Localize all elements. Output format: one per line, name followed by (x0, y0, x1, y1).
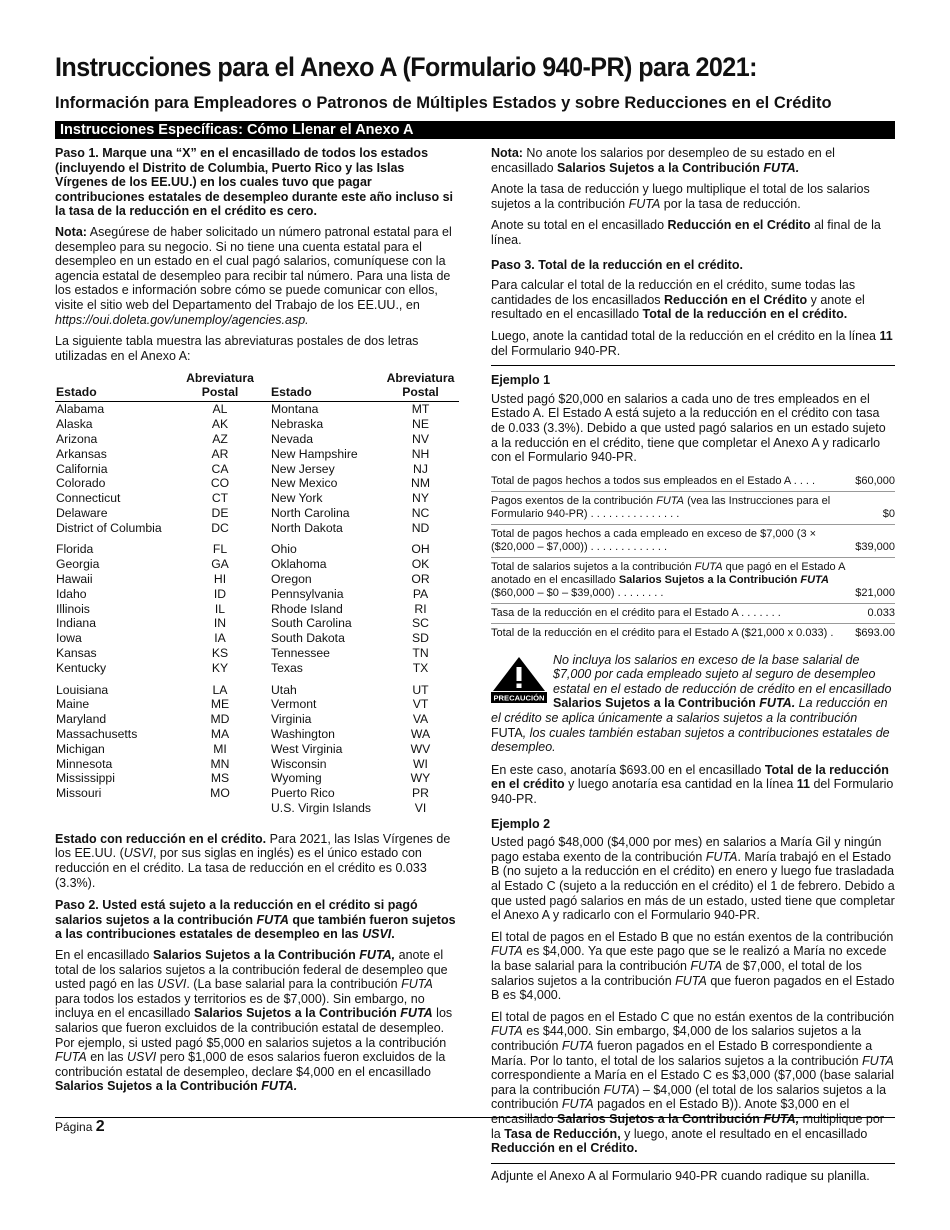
col-header-abreviatura: Abreviatura Postal (169, 371, 270, 402)
state-abbreviation: KY (211, 660, 229, 675)
state-abbreviation: IA (214, 631, 226, 646)
table-row (55, 676, 459, 698)
state-name: New York (271, 491, 323, 506)
state-name: Nebraska (271, 417, 324, 432)
state-name: Ohio (271, 542, 297, 557)
calc-row: Total de pagos hechos a cada empleado en exceso de $7,000 (3 × ($20,000 – $7,000)) . . . . . . . . . . . . . $39,000 (491, 525, 895, 558)
state-name: Maine (56, 697, 90, 712)
state-name: New Hampshire (271, 446, 358, 461)
state-name: South Dakota (271, 631, 345, 646)
state-name: Alaska (56, 417, 93, 432)
state-abbreviation: TN (412, 646, 429, 661)
table-row (55, 476, 459, 491)
table-row (55, 771, 459, 786)
state-abbreviation: NJ (413, 461, 428, 476)
state-name: District of Columbia (56, 520, 162, 535)
table-row (55, 521, 459, 536)
state-name: Colorado (56, 476, 106, 491)
state-abbreviation: WV (410, 741, 431, 756)
table-row (55, 417, 459, 432)
state-abbreviation: PR (412, 786, 429, 801)
state-name: Idaho (56, 586, 87, 601)
state-name: Indiana (56, 616, 96, 631)
state-abbreviation: IL (214, 601, 226, 616)
state-abbreviation: AR (211, 446, 229, 461)
state-name: Wisconsin (271, 756, 327, 771)
state-abbreviation: HI (213, 572, 227, 587)
state-abbreviation: NE (412, 417, 429, 432)
state-abbreviation: RI (414, 601, 427, 616)
state-name: West Virginia (271, 741, 343, 756)
state-name: Texas (271, 660, 303, 675)
calc-row: Tasa de la reducción en el crédito para el Estado A . . . . . . . 0.033 (491, 604, 895, 624)
state-name: Kentucky (56, 660, 107, 675)
col-header-estado: Estado (270, 371, 381, 402)
table-row (55, 742, 459, 757)
paso2-body: En el encasillado Salarios Sujetos a la Contribución FUTA, anote el total de los salarios sujetos a la contribución federal de desempleo que usted pagó en las USVI. (La base salarial para la contribución FUTA para todos los estados y territorios es de $7,000). Sin embargo, no incluya en el encasillado Salarios Sujetos a la Contribución FUTA los salarios que fueron excluidos de la contribución estatal de desempleo. Por ejemplo, si usted pagó $5,000 en salarios sujetos a la contribución FUTA en las USVI pero $1,000 de esos salarios fueron excluidos de la contribución estatal de desempleo, declare $4,000 en el encasillado Salarios Sujetos a la Contribución FUTA. (55, 947, 453, 1094)
state-name: Massachusetts (56, 727, 138, 742)
state-abbreviation: OK (411, 557, 430, 572)
right-column (491, 146, 895, 1190)
state-abbreviation: PA (412, 586, 429, 601)
ejemplo2-p1: Usted pagó $48,000 ($4,000 por mes) en salarios a María Gil y ningún pago estaba exento de la contribución FUTA. María trabajó en el Estado B (no sujeto a la reducción en el crédito) en enero y luego fue trasladada al Estado C (sujeto a la reducción en el crédito) el 1 de febrero. Debido a que usted pagó salarios en más de un estado, usted tiene que completar el Anexo A y radicarlo con el Formulario 940-PR. (491, 835, 895, 923)
state-name (55, 801, 169, 816)
state-abbreviation: UT (412, 682, 429, 697)
state-name: South Carolina (271, 616, 352, 631)
nota-right: Nota: No anote los salarios por desempleo de su estado en el encasillado Salarios Sujetos a la Contribución FUTA. (491, 146, 835, 175)
state-abbreviation: VT (412, 697, 429, 712)
ejemplo1-title: Ejemplo 1 (491, 373, 551, 388)
caution-note: PRECAUCIÓN No incluya los salarios en exceso de la base salarial de $7,000 por cada empleado sujeto al seguro de desempleo estatal en el estado de reducción de crédito en el encasillado Salarios Sujetos a la Contribución FUTA. La reducción en el crédito se aplica únicamente a salarios sujetos a la contribución FUTA, los cuales también estaban sujetos a contribuciones estatales de desempleo. (491, 652, 892, 755)
state-abbreviation: MT (411, 402, 430, 417)
estado-reduccion-paragraph: Estado con reducción en el crédito. Para 2021, las Islas Vírgenes de los EE.UU. (USVI, por sus siglas en inglés) es el único estado con reducción en el crédito. La tasa de reducción en el crédito es 0.033 (3.3%). (55, 831, 451, 890)
caution-icon (491, 655, 547, 703)
state-abbreviation: SD (412, 631, 429, 646)
state-abbreviation: TX (412, 660, 429, 675)
state-name: Tennessee (271, 646, 330, 661)
state-name: Arkansas (56, 446, 107, 461)
state-abbreviation: CO (210, 476, 230, 491)
state-name: Minnesota (56, 756, 113, 771)
table-row (55, 462, 459, 477)
state-name: Michigan (56, 741, 105, 756)
tasa-paragraph: Anote la tasa de reducción y luego multiplique el total de los salarios sujetos a la contribución FUTA por la tasa de reducción. (491, 182, 870, 211)
state-abbreviation: FL (212, 542, 228, 557)
state-abbreviation: VA (412, 712, 429, 727)
page-subtitle: Información para Empleadores o Patronos de Múltiples Estados y sobre Reducciones en el Crédito (55, 94, 832, 112)
state-name: Vermont (271, 697, 317, 712)
state-abbreviation-table (55, 371, 459, 816)
state-name: Oklahoma (271, 557, 327, 572)
table-row (55, 557, 459, 572)
state-abbreviation: NY (412, 491, 429, 506)
state-name: Maryland (56, 712, 107, 727)
state-abbreviation (169, 801, 270, 816)
col-header-estado: Estado (55, 371, 169, 402)
state-name: Mississippi (56, 771, 115, 786)
table-row (55, 661, 459, 676)
state-name: Nevada (271, 431, 314, 446)
state-table-body (55, 402, 459, 816)
table-row (55, 631, 459, 646)
state-abbreviation: CT (211, 491, 229, 506)
precaucion-label: PRECAUCIÓN (493, 693, 545, 703)
table-row (55, 447, 459, 462)
state-name: Oregon (271, 572, 312, 587)
state-name: Illinois (56, 601, 90, 616)
state-abbreviation: ND (411, 520, 430, 535)
state-abbreviation: AZ (212, 431, 228, 446)
state-name: Kansas (56, 646, 97, 661)
state-abbreviation: MS (210, 771, 230, 786)
caso-paragraph: En este caso, anotaría $693.00 en el encasillado Total de la reducción en el crédito y luego anotaría esa cantidad en la línea 11 del Formulario 940-PR. (491, 762, 894, 807)
state-abbreviation: MO (210, 786, 230, 801)
state-name: Arizona (56, 431, 98, 446)
state-name: Florida (56, 542, 94, 557)
state-abbreviation: KS (211, 646, 229, 661)
table-row (55, 402, 459, 417)
state-abbreviation: WA (410, 727, 431, 742)
table-row (55, 602, 459, 617)
table-row (55, 491, 459, 506)
state-name: Georgia (56, 557, 100, 572)
state-name: Iowa (56, 631, 82, 646)
state-name: North Carolina (271, 505, 350, 520)
ejemplo1-text: Usted pagó $20,000 en salarios a cada uno de tres empleados en el Estado A. El Estado A está sujeto a la reducción en el crédito con tasa de 0.033 (3.3%). Debido a que usted pagó salarios en un estado sujeto a la reducción en el crédito, tiene que completar el Anexo A y radicarlo con el Formulario 940-PR. (491, 391, 886, 465)
state-name: Wyoming (271, 771, 322, 786)
state-abbreviation: OR (411, 572, 430, 587)
state-name: Rhode Island (271, 601, 343, 616)
state-abbreviation: NH (411, 446, 430, 461)
state-abbreviation: IN (213, 616, 227, 631)
paso3-linea: Luego, anote la cantidad total de la reducción en el crédito en la línea 11 del Formulario 940-PR. (491, 328, 893, 358)
page-title: Instrucciones para el Anexo A (Formulario 940-PR) para 2021: (55, 52, 757, 82)
calc-row: Pagos exentos de la contribución FUTA (vea las Instrucciones para el Formulario 940-PR) . . . . . . . . . . . . . . . $0 (491, 492, 895, 525)
state-name: Washington (271, 727, 335, 742)
calc-row: Total de pagos hechos a todos sus empleados en el Estado A . . . . $60,000 (491, 472, 895, 492)
state-name: Delaware (56, 505, 108, 520)
state-name: California (56, 461, 108, 476)
divider (491, 365, 895, 366)
ejemplo1-calculation (491, 472, 895, 643)
paso2-heading: Paso 2. Usted está sujeto a la reducción en el crédito si pagó salarios sujetos a la contribución FUTA que también fueron sujetos a las contribuciones estatales de desempleo en las USVI. (55, 898, 456, 942)
state-abbreviation: GA (211, 557, 229, 572)
page-number: Página 2 (55, 1118, 105, 1135)
state-name: Utah (271, 682, 297, 697)
state-name: Missouri (56, 786, 102, 801)
state-name: Louisiana (56, 682, 109, 697)
table-row (55, 587, 459, 602)
section-header-bar: Instrucciones Específicas: Cómo Llenar el Anexo A (55, 121, 895, 139)
table-row (55, 432, 459, 447)
col-header-abreviatura: Abreviatura Postal (381, 371, 459, 402)
table-row (55, 616, 459, 631)
state-abbreviation: NC (411, 505, 430, 520)
table-intro: La siguiente tabla muestra las abreviaturas postales de dos letras utilizadas en el Anexo A: (55, 334, 419, 363)
state-abbreviation: AK (211, 417, 229, 432)
state-name: Hawaii (56, 572, 93, 587)
table-row (55, 801, 459, 816)
state-abbreviation: MD (210, 712, 230, 727)
ejemplo2-title: Ejemplo 2 (491, 816, 551, 831)
state-abbreviation: DE (211, 505, 229, 520)
table-row (55, 712, 459, 727)
state-abbreviation: MN (210, 756, 230, 771)
state-abbreviation: VI (414, 801, 427, 816)
calc-row: Total de la reducción en el crédito para el Estado A ($21,000 x 0.033) . $693.00 (491, 626, 895, 639)
state-name: North Dakota (271, 520, 343, 535)
state-abbreviation: AL (212, 402, 228, 417)
table-row (55, 757, 459, 772)
table-row (55, 697, 459, 712)
table-row (55, 506, 459, 521)
state-abbreviation: SC (412, 616, 429, 631)
state-abbreviation: MI (213, 741, 227, 756)
table-row (55, 572, 459, 587)
state-name: Montana (271, 402, 319, 417)
state-name: Alabama (56, 402, 105, 417)
table-row (55, 646, 459, 661)
state-abbreviation: MA (210, 727, 230, 742)
state-abbreviation: WY (410, 771, 431, 786)
adjunte-note: Adjunte el Anexo A al Formulario 940-PR cuando radique su planilla. (491, 1163, 895, 1184)
paso1-heading: Paso 1. Marque una “X” en el encasillado de todos los estados (incluyendo el Distrito de Columbia, Puerto Rico y las Islas Vírgenes de los EE.UU.) en los cuales tuvo que pagar contribuciones estatales de desempleo durante este año incluso si la tasa de la reducción en el crédito es cero. (55, 146, 454, 219)
nota-paragraph: Nota: Asegúrese de haber solicitado un número patronal estatal para el desempleo para su negocio. Si no tiene una cuenta estatal para el desempleo en un estado en el cual pagó salarios, comuníquese con la agencia estatal de desempleo para recibir tal número. Para una lista de los estados e información sobre cómo se puede comunicar con ellos, visite el sitio web del Departamento del Trabajo de los EE.UU., en https://oui.doleta.gov/unemploy/agencies.asp. (55, 224, 452, 327)
state-abbreviation: WI (413, 756, 428, 771)
state-abbreviation: DC (211, 520, 229, 535)
paso3-heading: Paso 3. Total de la reducción en el crédito. (491, 257, 743, 272)
state-abbreviation: ME (210, 697, 230, 712)
state-name: Pennsylvania (271, 586, 344, 601)
paso3-body: Para calcular el total de la reducción en el crédito, sume todas las cantidades de los encasillados Reducción en el Crédito y anote el resultado en el encasillado Total de la reducción en el crédito. (491, 278, 865, 322)
ejemplo2-p3: El total de pagos en el Estado C que no están exentos de la contribución FUTA es $44,000. Sin embargo, $4,000 de los salarios sujetos a la contribución FUTA fueron pagados en el Estado B correspondiente a María. Por lo tanto, el total de los salarios sujetos a la contribución FUTA correspondiente a María en el Estado C es $3,000 ($7,000 (base salarial para la contribución FUTA) – $4,000 (el total de los salarios sujetos a la contribución FUTA pagados en el Estado B)). Anote $3,000 en el encasillado Salarios Sujetos a la Contribución FUTA, multiplique por la Tasa de Reducción, y luego, anote el resultado en el encasillado Reducción en el Crédito. (491, 1009, 895, 1156)
state-abbreviation: NM (411, 476, 430, 491)
table-row (55, 727, 459, 742)
state-name: Connecticut (56, 491, 121, 506)
footer-rule (55, 1117, 895, 1118)
ejemplo2-p2: El total de pagos en el Estado B que no están exentos de la contribución FUTA es $4,000. Ya que este pago que se le realizó a María no excede la base salarial para la contribución FUTA de $7,000, el total de los salarios sujetos a la contribución FUTA que fueron pagados en el Estado B es $4,000. (491, 929, 895, 1003)
state-name: U.S. Virgin Islands (271, 801, 372, 816)
state-abbreviation: OH (411, 542, 430, 557)
state-name: Virginia (271, 712, 312, 727)
state-abbreviation: ID (213, 586, 227, 601)
left-column (55, 146, 459, 1101)
table-row (55, 786, 459, 801)
state-abbreviation: LA (212, 682, 228, 697)
state-abbreviation: CA (211, 461, 229, 476)
doleta-link[interactable]: https://oui.doleta.gov/unemploy/agencies.asp. (55, 312, 309, 327)
calc-row: Total de salarios sujetos a la contribución FUTA que pagó en el Estado A anotado en el encasillado Salarios Sujetos a la Contribución FUTA ($60,000 – $0 – $39,000) . . . . . . . . $21,000 (491, 558, 895, 604)
state-abbreviation: NV (412, 431, 429, 446)
state-name: New Jersey (271, 461, 335, 476)
table-row (55, 535, 459, 557)
state-name: Puerto Rico (271, 786, 335, 801)
state-name: New Mexico (271, 476, 338, 491)
total-paragraph: Anote su total en el encasillado Reducción en el Crédito al final de la línea. (491, 218, 881, 247)
